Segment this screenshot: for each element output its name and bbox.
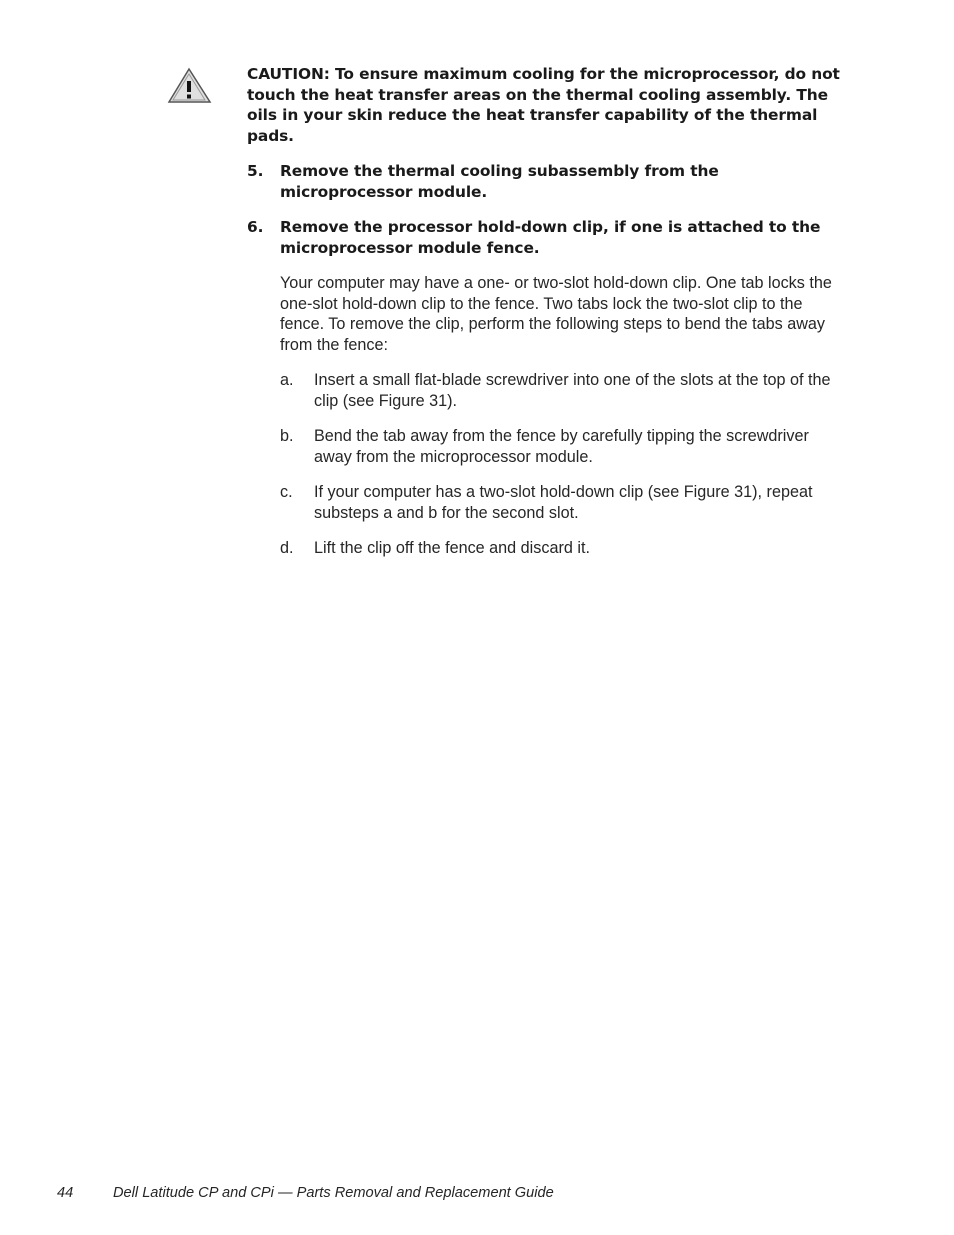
step-text: Remove the processor hold-down clip, if one is attached to the microprocessor module fence. — [280, 218, 821, 257]
footer-title: Dell Latitude CP and CPi — Parts Removal and Replacement Guide — [113, 1185, 554, 1201]
substep-b — [280, 426, 846, 467]
substep-text: Insert a small flat-blade screwdriver into one of the slots at the top of the clip (see Figure 31). — [314, 371, 831, 410]
substep-text: If your computer has a two-slot hold-down clip (see Figure 31), repeat substeps a and b for the second slot. — [314, 483, 813, 522]
substep-letter: d. — [280, 539, 294, 557]
step-5 — [247, 161, 847, 202]
page-number: 44 — [57, 1185, 74, 1201]
caution-note: CAUTION: To ensure maximum cooling for the microprocessor, do not touch the heat transfer areas on the thermal cooling assembly. The oils in your skin reduce the heat transfer capability of the thermal pads. — [247, 65, 840, 145]
substep-c — [280, 482, 846, 523]
clip-explanation-paragraph: Your computer may have a one- or two-slot hold-down clip. One tab locks the one-slot hold-down clip to the fence. Two tabs lock the two-slot clip to the fence. To remove the clip, perform the following steps to bend the tabs away from the fence: — [280, 274, 832, 354]
step-6 — [247, 217, 847, 258]
substep-text: Lift the clip off the fence and discard it. — [314, 539, 590, 557]
substep-text: Bend the tab away from the fence by carefully tipping the screwdriver away from the microprocessor module. — [314, 427, 809, 466]
substep-a — [280, 370, 846, 411]
step-number: 6. — [247, 218, 264, 236]
substep-d — [280, 538, 846, 559]
step-text: Remove the thermal cooling subassembly from the microprocessor module. — [280, 162, 719, 201]
substep-letter: a. — [280, 371, 294, 389]
substep-letter: b. — [280, 427, 294, 445]
substep-letter: c. — [280, 483, 293, 501]
step-number: 5. — [247, 162, 264, 180]
caution-triangle-icon — [167, 67, 213, 105]
